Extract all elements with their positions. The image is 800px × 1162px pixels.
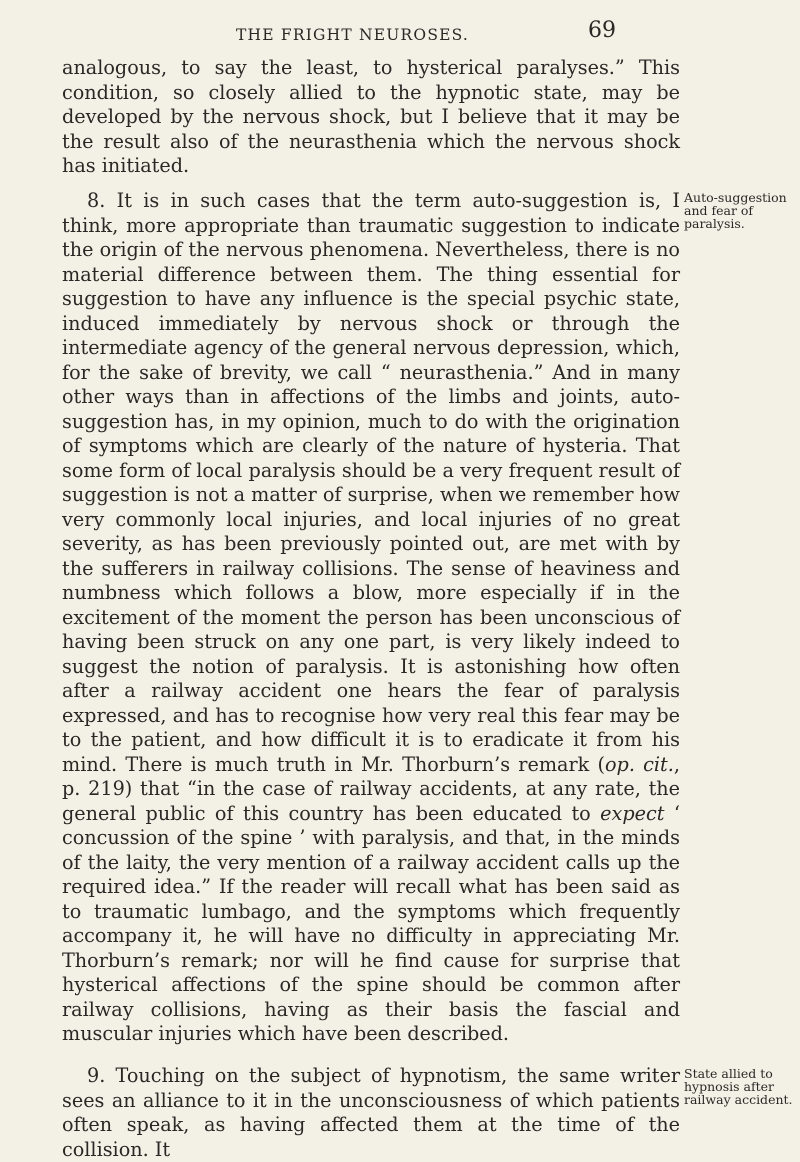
page-number: 69 [588,18,616,43]
paragraph-text: Touching on the subject of hypnotism, the same writer sees an alliance to it in the unconsciousness of which patients often speak, as having affected them at the time of the collision. It [62,1064,680,1161]
paragraph-number: 8. [87,189,106,212]
emphasis-italic: expect [600,801,665,825]
citation-italic: op. cit. [605,752,674,776]
paragraph-8 [62,189,680,1047]
paragraph-number: 9. [87,1064,106,1087]
paragraph-text: ‘ concussion of the spine ’ with paralysis, and that, in the minds of the laity, the very mention of a railway accident calls up the required idea.” If the reader will recall what has been said as to traumatic lumbago, and the symptoms which frequently accompany it, he will have no difficulty in appreciating Mr. Thorburn’s remark; nor will he find cause for surprise that hysterical affections of the spine should be common after railway collisions, having as their basis the fascial and muscular injuries which have been described. [62,801,680,1045]
paragraph-9 [62,1064,680,1162]
paragraph-continued: analogous, to say the least, to hysterical paralyses.” This condition, so closely allied to the hypnotic state, may be developed by the nervous shock, but I believe that it may be the result also of the neurasthenia which the nervous shock has initiated. [62,56,680,177]
paragraph-text: It is in such cases that the term auto-suggestion is, I think, more appropriate than traumatic suggestion to indicate the origin of the nervous phenomena. Nevertheless, there is no material difference between them. The thing essential for suggestion to have any influence is the special psychic state, induced immediately by nervous shock or through the intermediate agency of the general nervous depression, which, for the sake of brevity, we call “ neurasthenia.” And in many other ways than in affections of the limbs and joints, auto-suggestion has, in my opinion, much to do with the origination of symptoms which are clearly of the nature of hysteria. That some form of local paralysis should be a very frequent result of suggestion is not a matter of surprise, when we remember how very commonly local injuries, and local injuries of no great severity, as has been previously pointed out, are met with by the sufferers in railway collisions. The sense of heaviness and numbness which follows a blow, more especially if in the excitement of the moment the person has been unconscious of having been struck on any one part, is very likely indeed to suggest the notion of paralysis. It is astonishing how often after a railway accident one hears the fear of paralysis expressed, and has to recognise how very real this fear may be to the patient, and how difficult it is to eradicate it from his mind. There is much truth in Mr. Thorburn’s remark ( [62,189,680,776]
paragraph-text: , p. 219) that “in the case of railway accidents, at any rate, the general public of this country has been educated to [62,752,680,825]
margin-note: State allied to hypnosis after railway accident. [684,1066,793,1107]
margin-note: Auto-suggestion and fear of paralysis. [684,190,787,231]
running-title: THE FRIGHT NEUROSES. [236,26,470,44]
